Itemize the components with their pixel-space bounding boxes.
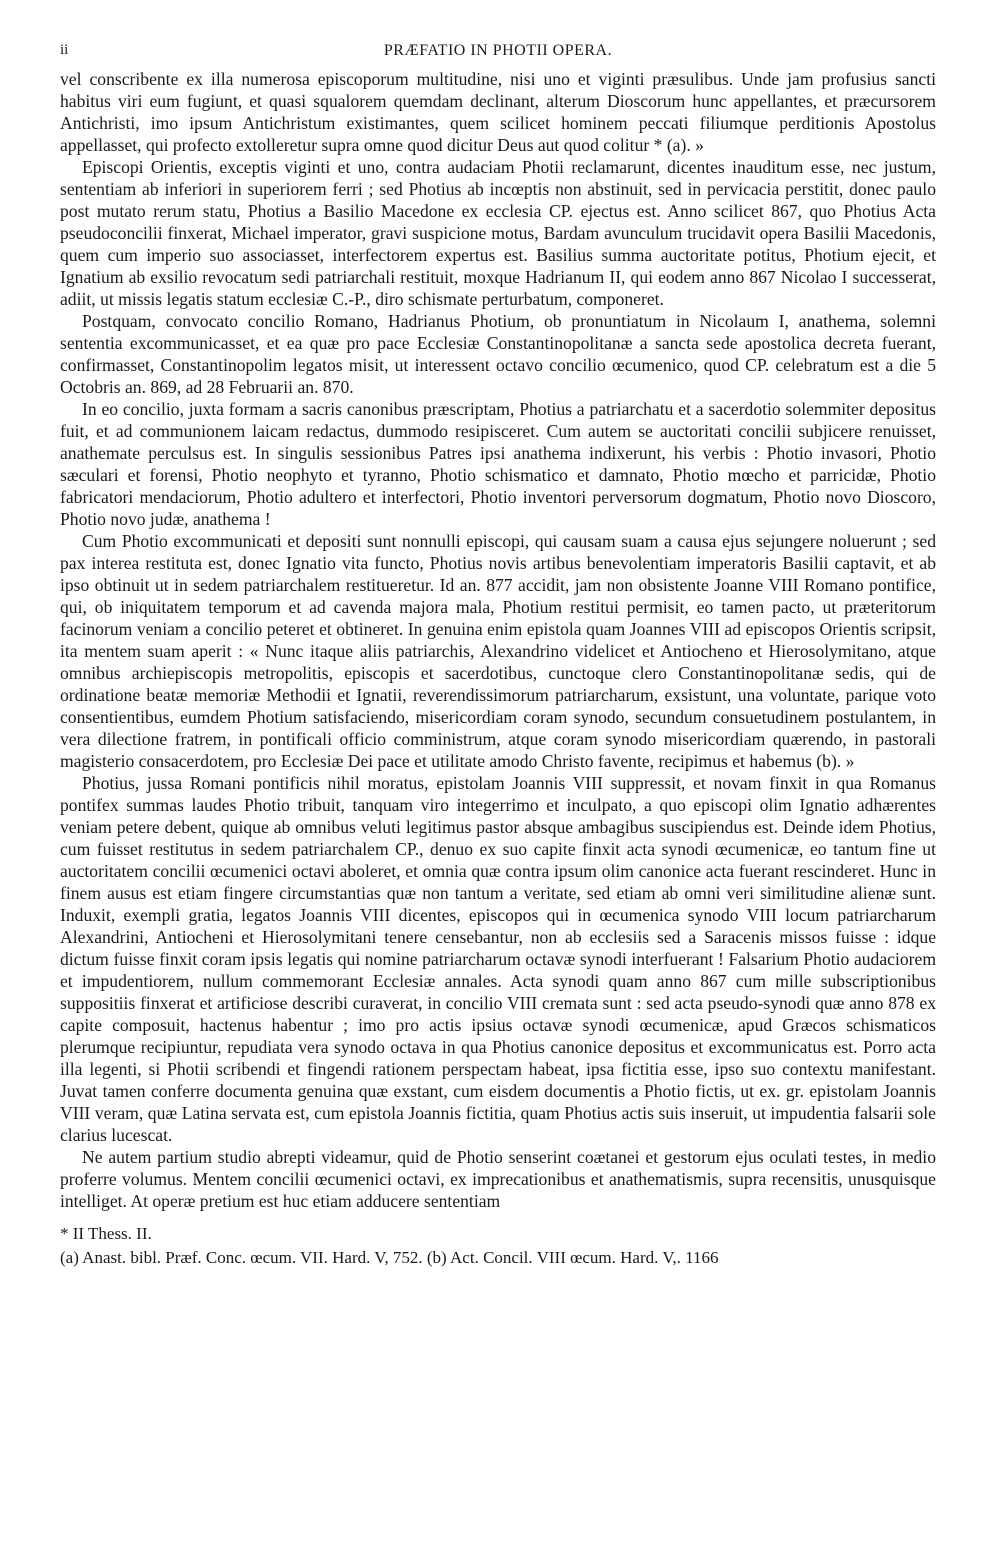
footnote: * II Thess. II. xyxy=(60,1224,152,1243)
paragraph: In eo concilio, juxta formam a sacris canonibus præscriptam, Photius a patriarchatu et a sacerdotio solemmiter depositus fuit, et ad communionem laicam redactus, dummodo resipisceret. Cum autem se auctoritati concilii subjicere renuisset, anathemate perculsus est. In singulis sessionibus Patres ipsi anathema indixerunt, his verbis : Photio invasori, Photio sæculari et forensi, Photio neophyto et tyranno, Photio schismatico et damnato, Photio mœcho et parricidæ, Photio fabricatori mendaciorum, Photio adultero et interfectori, Photio inventori perversorum dogmatum, Photio novo Dioscoro, Photio novo judæ, anathema ! xyxy=(60,399,936,529)
document-page xyxy=(60,42,936,1270)
paragraph: Postquam, convocato concilio Romano, Hadrianus Photium, ob pronuntiatum in Nicolaum I, anathema, solemni sententia excommunicasset, et ea quæ pro pace Ecclesiæ Constantinopolitanæ a sancta sede apostolica decreta fuerant, confirmasset, Constantinopolim legatos misit, ut interessent octavo concilio œcumenico, quod CP. celebratum est a die 5 Octobris an. 869, ad 28 Februarii an. 870. xyxy=(60,311,936,397)
paragraph: Photius, jussa Romani pontificis nihil moratus, epistolam Joannis VIII suppressit, et novam finxit in qua Romanus pontifex summas laudes Photio tribuit, tanquam viro integerrimo et inculpato, a quo episcopi olim Ignatio adhærentes veniam petere debent, quique ab omnibus veluti legitimus pastor absque ambagibus suscipiendus est. Deinde idem Photius, cum fuisset restitutus in sedem patriarchalem CP., denuo ex suo capite finxit acta synodi œcumenicæ, eo tantum fine ut auctoritatem concilii œcumenici octavi aboleret, et omnia quæ contra ipsum olim canonice acta fuerant rescinderet. Hunc in finem ausus est etiam fingere circumstantias quæ non tantum a veritate, sed etiam ab omni veri similitudine alienæ sunt. Induxit, exempli gratia, legatos Joannis VIII dicentes, episcopos qui in œcumenica synodo VIII locum patriarcharum Alexandrini, Antiocheni et Hierosolymitani tenere censebantur, non ab ecclesiis sed a Saracenis missos fuisse : idque dictum fuisse finxit coram ipsis legatis qui nomine patriarcharum octavæ synodi interfuerant ! Falsarium Photio audaciorem et impudentiorem, nullum commemorant Ecclesiæ annales. Acta synodi quam anno 867 cum mille subscriptionibus suppositiis finxerat et artificiose describi curaverat, in concilio VIII cremata sunt : sed acta pseudo-synodi quæ anno 878 ex capite composuit, hactenus habentur ; imo pro actis ipsius octavæ synodi œcumenicæ, apud Græcos schismaticos plerumque recipiuntur, repudiata vera synodo octava in qua Photius canonice depositus et excommunicatus est. Porro acta illa legenti, si Photii scribendi et fingendi rationem perspectam habeat, ipsa fictitia esse, ipso suo contextu manifestant. Juvat tamen conferre documenta genuina quæ exstant, cum eisdem documentis a Photio fictis, ut ex. gr. epistolam Joannis VIII veram, quæ Latina servata est, cum epistola Joannis fictitia, quam Photius actis suis inseruit, ut impudentia falsarii sole clarius lucescat. xyxy=(60,773,936,1145)
running-title: PRÆFATIO IN PHOTII OPERA. xyxy=(383,42,613,59)
paragraph: Cum Photio excommunicati et depositi sunt nonnulli episcopi, qui causam suam a causa ejus sejungere noluerunt ; sed pax interea restituta est, donec Ignatio vita functo, Photius novis artibus benevolentiam imperatoris Basilii captavit, et ab ipso obtinuit ut in sedem patriarchalem restitueretur. Id an. 877 accidit, jam non obsistente Joanne VIII Romano pontifice, qui, ob iniquitatem temporum et ad cavenda majora mala, Photium restitui permisit, eo tamen pacto, ut præteritorum facinorum veniam a concilio peteret et obtineret. In genuina enim epistola quam Joannes VIII ad episcopos Orientis scripsit, ita mentem suam aperit : « Nunc itaque aliis patriarchis, Alexandrino videlicet et Antiocheno et Hierosolymitano, atque omnibus archiepiscopis metropolitis, episcopis et sacerdotibus, cunctoque clero Constantinopolitanæ sedis, qui de ordinatione beatæ memoriæ Methodii et Ignatii, reverendissimorum patriarcharum, exsistunt, una voluntate, parique voto consentientibus, eumdem Photium satisfaciendo, misericordiam coram synodo, secundum consuetudinem postulantem, in vera dilectione fratrem, in pontificali officio comministrum, atque coram synodo misericordiam quærendo, in pastorali magisterio consacerdotem, pro Ecclesiæ Dei pace et utilitate amodo Christo favente, recipimus et habemus (b). » xyxy=(60,531,936,771)
paragraph: vel conscribente ex illa numerosa episcoporum multitudine, nisi uno et viginti præsulibus. Unde jam profusius sancti habitus viri eum fugiunt, et quasi squalorem quemdam declinant, alterum Dioscorum hunc appellantes, et præcursorem Antichristi, imo ipsum Antichristum existimantes, quem scilicet hominem peccati filiumque perditionis Apostolus appellasset, qui profecto extolleretur supra omne quod dicitur Deus aut quod colitur * (a). » xyxy=(60,69,936,155)
footnotes xyxy=(60,1222,936,1270)
footnote: (a) Anast. bibl. Præf. Conc. œcum. VII. Hard. V, 752. (b) Act. Concil. VIII œcum. Hard. V,. 1166 xyxy=(60,1248,719,1267)
paragraph: Episcopi Orientis, exceptis viginti et uno, contra audaciam Photii reclamarunt, dicentes inauditum esse, nec justum, sententiam ab inferiori in superiorem ferri ; sed Photius ab incœptis non abstinuit, sed in pervicacia perstitit, donec paulo post mutato rerum statu, Photius a Basilio Macedone ex ecclesia CP. ejectus est. Anno scilicet 867, quo Photius Acta pseudoconcilii finxerat, Michael imperator, gravi suspicione motus, Bardam avunculum trucidavit opera Basilii Macedonis, quem cum imperio suo associasset, interfectorem expertus est. Basilius summa auctoritate potitus, Photium ejecit, et Ignatium ab exsilio revocatum sedi patriarchali restituit, moxque Hadrianum II, qui eodem anno 867 Nicolao I successerat, adiit, ut missis legatis statum ecclesiæ C.-P., diro schismate perturbatum, componeret. xyxy=(60,157,936,309)
page-number: ii xyxy=(60,42,69,58)
paragraph: Ne autem partium studio abrepti videamur, quid de Photio senserint coætanei et gestorum ejus oculati testes, in medio proferre volumus. Mentem concilii œcumenici octavi, ex imprecationibus et anathematismis, supra recensitis, unusquisque intelliget. At operæ pretium est huc etiam adducere sententiam xyxy=(60,1147,936,1211)
body-text xyxy=(60,68,936,1212)
page-header xyxy=(60,42,936,66)
